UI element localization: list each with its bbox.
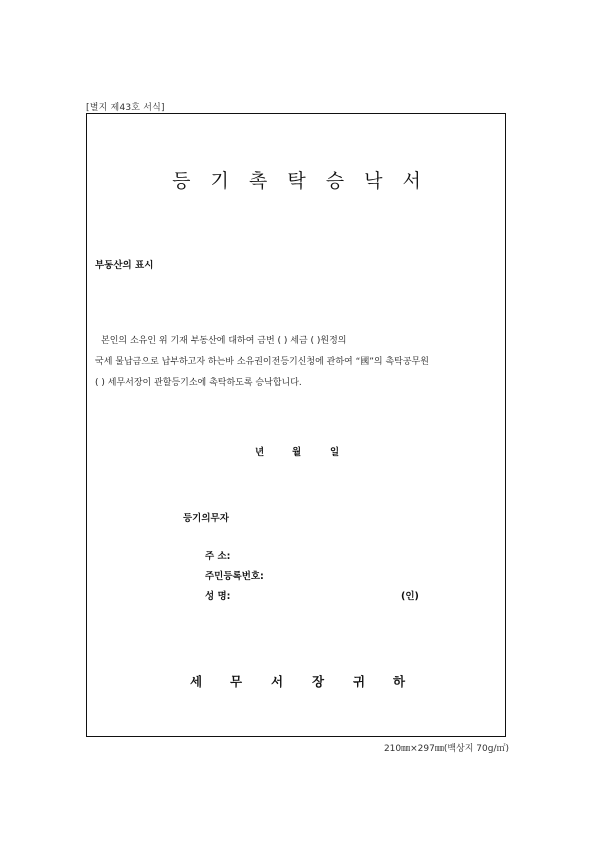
resident-number-label: 주민등록번호: [205, 571, 264, 582]
consent-text-line-1: 본인의 소유인 위 기재 부동산에 대하여 금번 ( ) 세금 ( )원정의 [101, 336, 347, 346]
property-section-heading: 부동산의 표시 [95, 260, 154, 271]
addressee-char-4: 장 [312, 674, 325, 689]
addressee-char-1: 세 [190, 674, 203, 689]
addressee-char-6: 하 [393, 674, 406, 689]
obligor-heading: 등기의무자 [183, 513, 229, 524]
date-year: 년 [255, 447, 265, 458]
date-month: 월 [292, 447, 302, 458]
date-day: 일 [330, 447, 340, 458]
consent-text-line-3: ( ) 세무서장이 관할등기소에 촉탁하도록 승낙합니다. [95, 378, 302, 388]
paper-spec-note: 210㎜×297㎜(백상지 70g/㎡) [383, 744, 509, 754]
addressee-char-5: 귀 [353, 674, 366, 689]
addressee-char-3: 서 [271, 674, 284, 689]
seal-mark: (인) [401, 591, 419, 602]
form-number-label: [별지 제43호 서식] [86, 103, 165, 113]
form-frame [86, 113, 506, 737]
consent-text-line-2: 국세 물납금으로 납부하고자 하는바 소유권이전등기신청에 관하여 “國”의 촉탁공무원 [95, 357, 429, 367]
name-label: 성 명: [205, 591, 231, 602]
addressee-char-2: 무 [230, 674, 243, 689]
document-title: 등 기 촉 탁 승 낙 서 [172, 170, 422, 192]
address-label: 주 소: [205, 551, 231, 562]
